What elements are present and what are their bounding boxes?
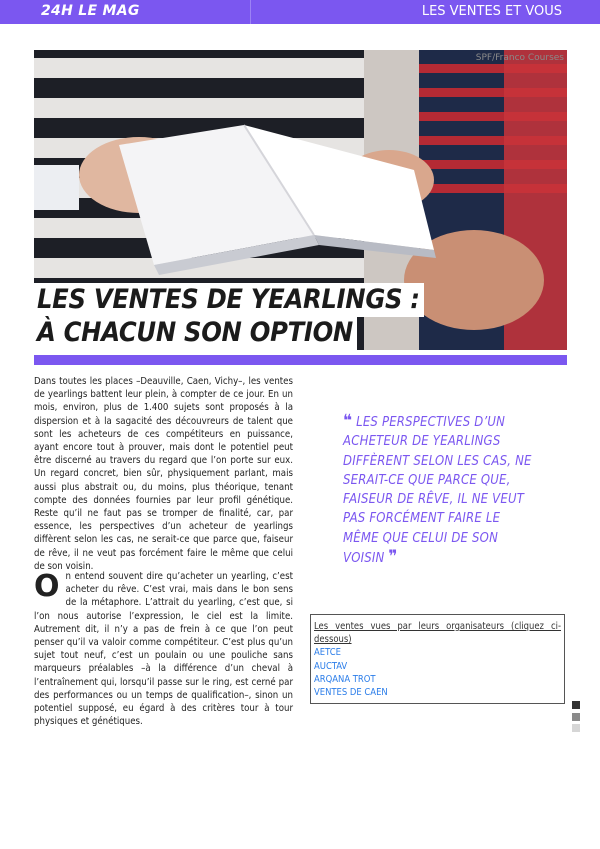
close-quote-icon: ❞ <box>388 547 398 568</box>
top-bar <box>0 0 600 24</box>
article-paragraph-1: Dans toutes les places –Deauville, Caen, Vichy–, les ventes de yearlings battent leur plein, à compter de ce jour. En un mois, environ, plus de 1.400 sujets sont proposés à la dispersion et à la sagacité des découvreurs de talent que sont les acheteurs de ces compétiteurs en puissance, ayant encore tout à prouver, mais dont le potentiel peut être discerné au travers du regard que l’on porte sur eux. Un regard concret, bien sûr, physiquement parlant, mais aussi plus abstrait ou, du moins, plus théorique, tenant compte des données fournies par leur profil génétique. Reste qu’il ne faut pas se tromper de finalité, car, par essence, les perspectives d’un acheteur de yearlings diffèrent selon les cas, ne serait-ce que parce que, faiseur de rêve, il ne veut pas forcément faire le même que celui de son voisin. <box>34 376 293 572</box>
page-marker-mid <box>572 713 580 721</box>
magazine-name: 24H LE MAG <box>41 3 140 19</box>
article-title-line-2: À CHACUN SON OPTION <box>34 316 357 350</box>
sales-links-box <box>310 614 565 704</box>
article-title-line-1: LES VENTES DE YEARLINGS : <box>34 283 424 317</box>
article-paragraph-2 <box>34 570 293 728</box>
page-marker-dark <box>572 701 580 709</box>
photo-credit: SPF/Franco Courses <box>475 53 564 63</box>
links-heading: Les ventes vues par leurs organisateurs (cliquez ci-dessous) <box>314 621 561 646</box>
article-paragraph-2-text: n entend souvent dire qu’acheter un yearling, c’est acheter du rêve. C’est vrai, mais dans le bon sens de la métaphore. L’attrait du yearling, c’est que, si l’on nous autorise l’expression, le ciel est la limite. Autrement dit, il n’y a pas de frein à ce que l’on peut penser qu’il va valoir comme compétiteur. C’est plus qu’un sujet tout neuf, c’est un poulain ou une pouliche sans marqueurs préalables –à la différence d’un cheval à l’entraînement qui, lorsqu’il passe sur le ring, est cerné par des performances ou un temps de qualification–, sinon un potentiel supposé, eu égard à des critères tour à tour physiques et génétiques. <box>34 571 293 728</box>
section-name: LES VENTES ET VOUS <box>421 4 562 19</box>
page-marker-light <box>572 724 580 732</box>
link-auctav[interactable]: AUCTAV <box>314 660 348 672</box>
link-ventes-de-caen[interactable]: VENTES DE CAEN <box>314 687 388 699</box>
pull-quote <box>343 412 533 568</box>
link-arqana-trot[interactable]: ARQANA TROT <box>314 673 376 685</box>
drop-cap: O <box>34 569 60 604</box>
link-aetce[interactable]: AETCE <box>314 647 341 659</box>
open-quote-icon: ❝ <box>343 411 353 431</box>
pull-quote-text: LES PERSPECTIVES D’UN ACHETEUR DE YEARLINGS DIFFÈRENT SELON LES CAS, NE SERAIT-CE QUE PARCE QUE, FAISEUR DE RÊVE, IL NE VEUT PAS FORCÉMENT FAIRE LE MÊME QUE CELUI DE SON VOISIN <box>343 415 532 567</box>
header-divider <box>250 0 251 24</box>
accent-bar <box>34 355 567 365</box>
